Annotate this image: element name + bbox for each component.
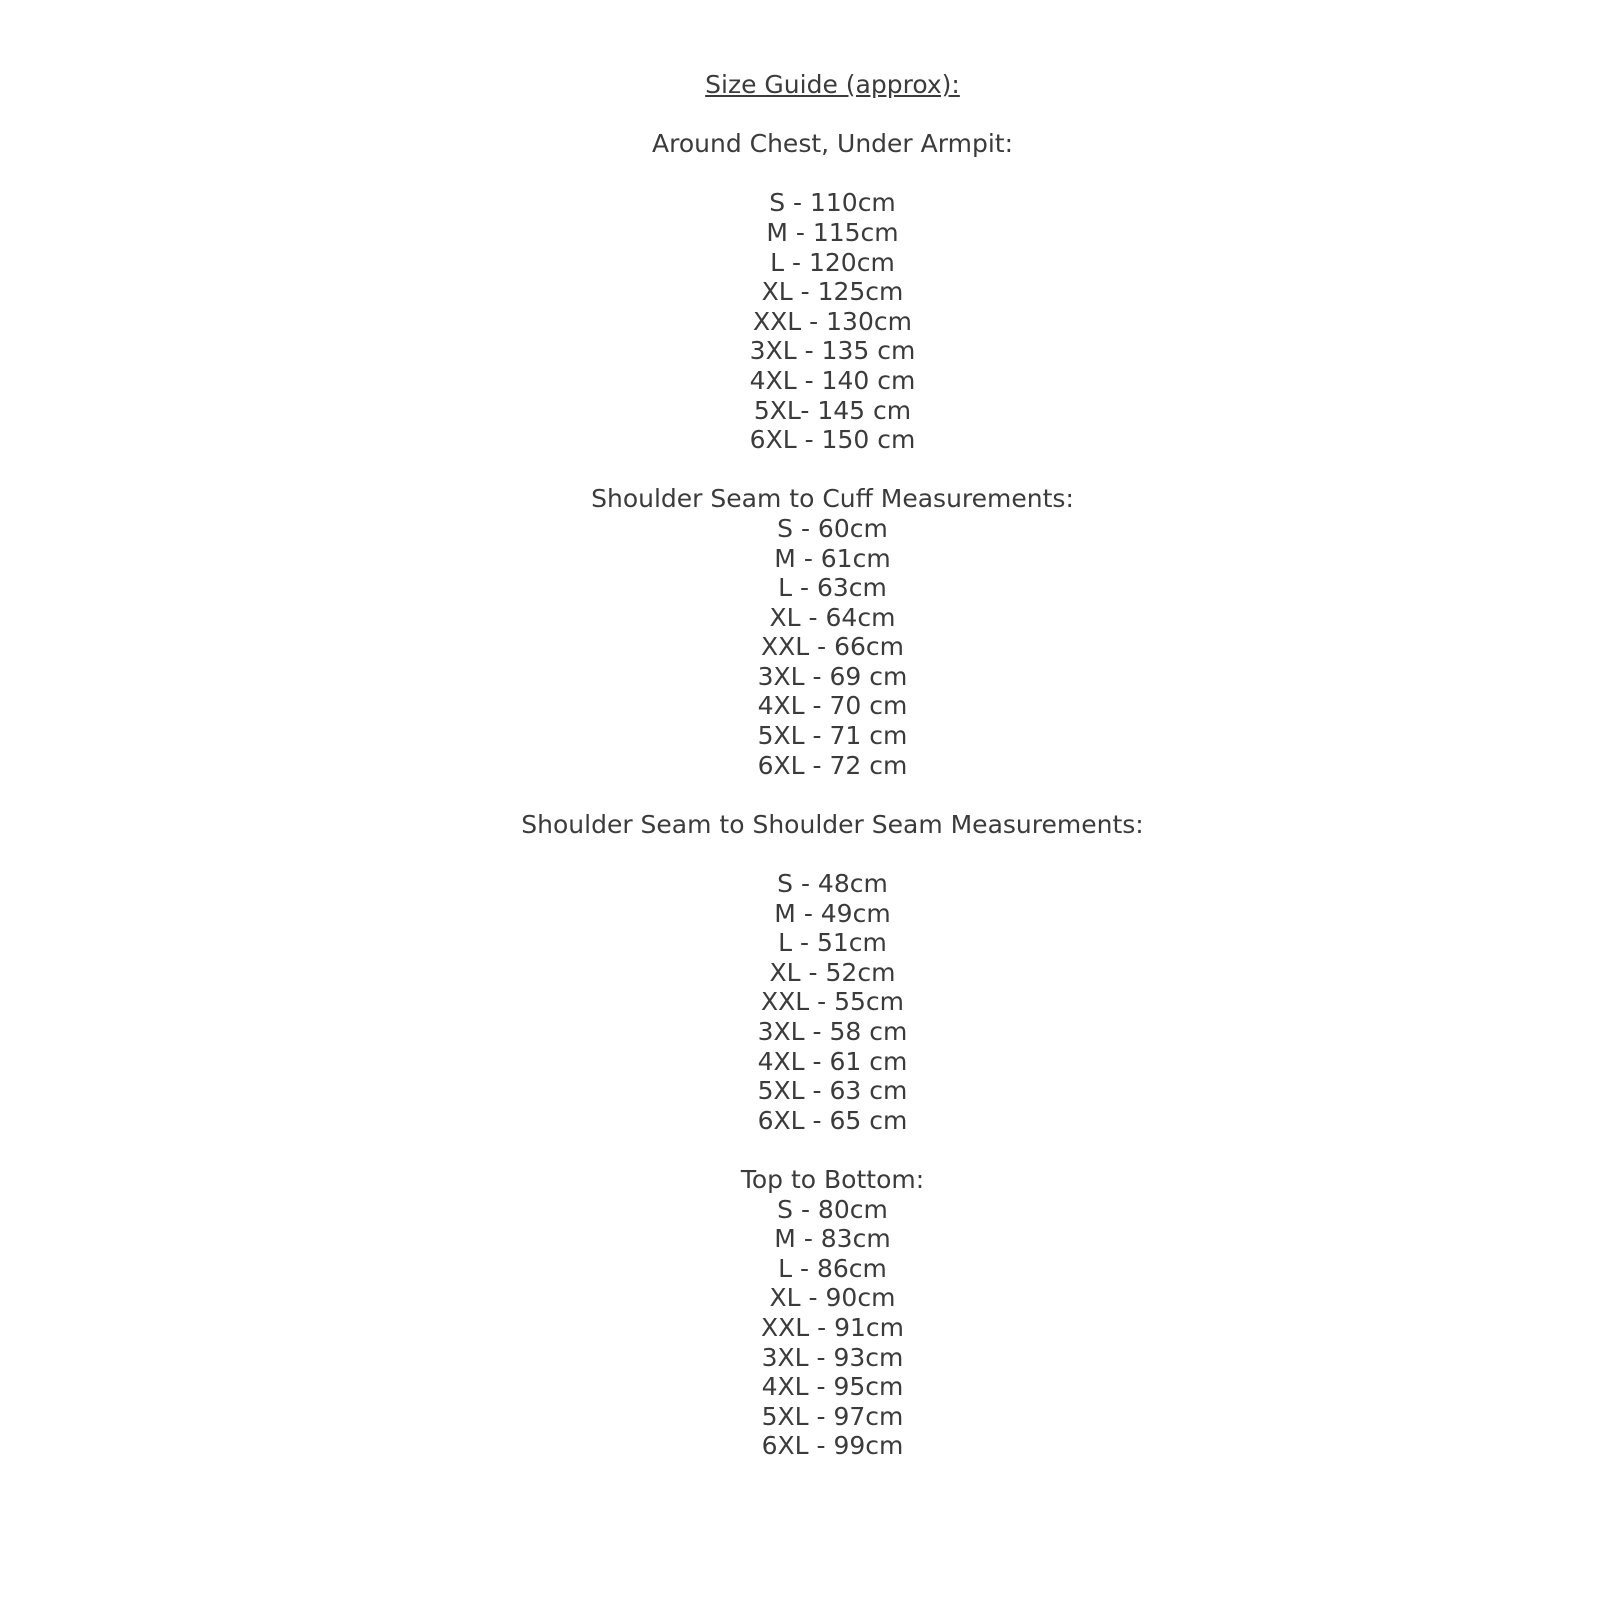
spacer-line [65, 159, 1600, 189]
size-row: S - 48cm [777, 869, 888, 899]
size-row: 3XL - 93cm [761, 1342, 904, 1372]
section-heading-length: Top to Bottom: [740, 1164, 925, 1194]
size-row: M - 61cm [774, 543, 891, 573]
size-guide-content [65, 0, 1600, 1461]
size-row: L - 63cm [778, 573, 887, 603]
spacer-line [65, 839, 1600, 869]
size-row: XL - 64cm [769, 602, 896, 632]
size-row: 3XL - 58 cm [757, 1017, 908, 1046]
size-row: 4XL - 61 cm [757, 1046, 908, 1076]
size-row: XXL - 55cm [760, 987, 904, 1017]
size-row: L - 120cm [770, 247, 895, 277]
size-row: XXL - 91cm [760, 1312, 904, 1342]
spacer-line [65, 455, 1600, 485]
size-row: S - 80cm [777, 1194, 888, 1224]
size-row: 5XL - 63 cm [757, 1076, 908, 1106]
size-row: M - 83cm [774, 1224, 891, 1254]
size-row: 4XL - 70 cm [757, 691, 908, 721]
size-row: 4XL - 140 cm [749, 365, 916, 395]
size-row: 5XL- 145 cm [753, 395, 912, 425]
size-row: XL - 90cm [769, 1283, 896, 1313]
spacer-line [65, 1135, 1600, 1165]
size-row: XXL - 130cm [753, 306, 912, 336]
size-row: 4XL - 95cm [761, 1372, 904, 1402]
section-heading-shoulder: Shoulder Seam to Shoulder Seam Measurements: [521, 809, 1144, 839]
size-row: XL - 52cm [769, 957, 896, 987]
section-heading-cuff: Shoulder Seam to Cuff Measurements: [591, 484, 1074, 514]
size-row: 6XL - 150 cm [749, 425, 916, 455]
section-heading-chest: Around Chest, Under Armpit: [652, 129, 1013, 159]
size-row: S - 110cm [769, 188, 896, 218]
size-row: L - 86cm [778, 1253, 887, 1283]
spacer-line [65, 780, 1600, 810]
size-row: 6XL - 65 cm [757, 1105, 908, 1135]
size-row: 3XL - 69 cm [757, 661, 908, 691]
size-row: 3XL - 135 cm [749, 336, 916, 366]
size-row: 5XL - 97cm [761, 1401, 904, 1431]
spacer-line [65, 100, 1600, 130]
size-row: M - 49cm [774, 898, 891, 928]
size-row: 6XL - 99cm [761, 1431, 904, 1461]
size-row: 5XL - 71 cm [757, 721, 908, 751]
size-row: XXL - 66cm [760, 632, 904, 662]
size-row: L - 51cm [778, 928, 887, 958]
page-title: Size Guide (approx): [705, 70, 960, 99]
size-row: S - 60cm [777, 513, 888, 543]
size-row: M - 115cm [766, 217, 899, 247]
size-row: 6XL - 72 cm [757, 750, 908, 780]
size-row: XL - 125cm [761, 277, 904, 307]
